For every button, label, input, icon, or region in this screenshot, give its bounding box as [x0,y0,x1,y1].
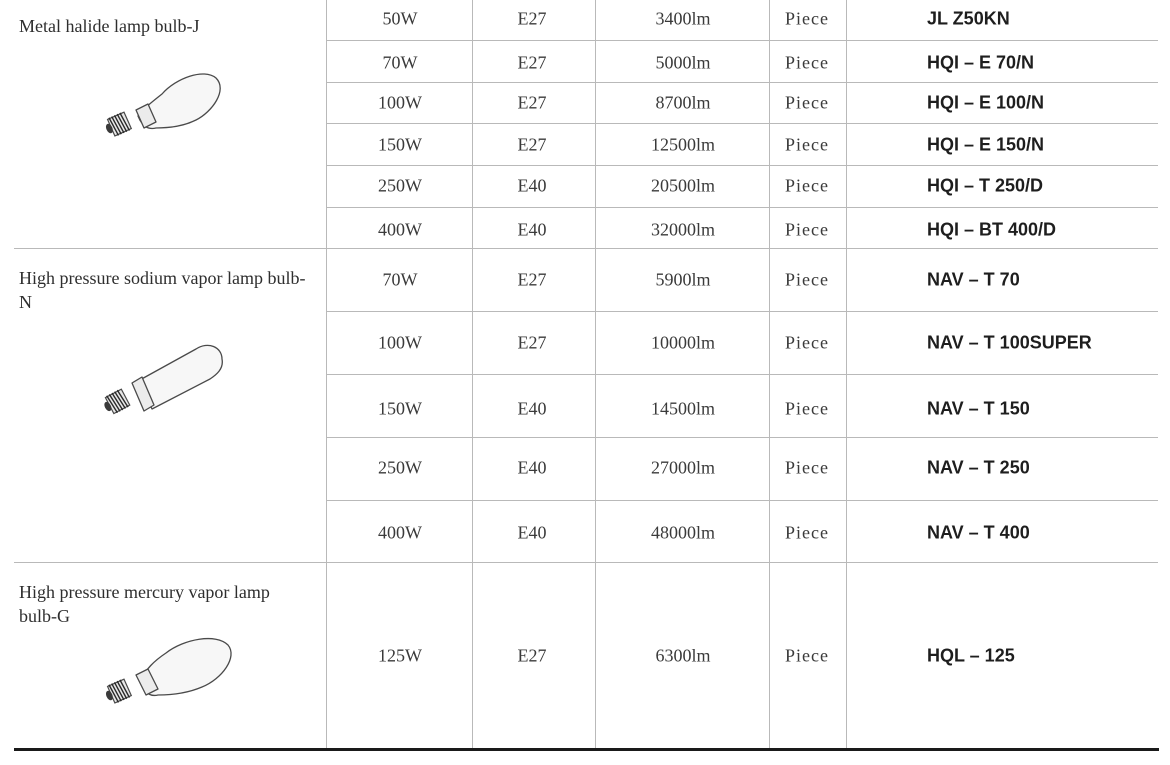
model-cell: JL Z50KN [927,8,1010,29]
lumens-cell: 32000lm [650,219,716,240]
power-cell: 70W [382,52,418,73]
row-divider [326,165,1158,166]
power-cell: 70W [382,269,418,290]
unit-cell: Piece [785,269,829,290]
metal-halide-lamp-icon [100,64,230,144]
mercury-vapor-lamp-icon [98,627,238,712]
group-divider [14,562,1158,563]
row-divider [326,123,1158,124]
model-cell: HQI – T 250/D [927,175,1044,196]
unit-cell: Piece [785,522,829,543]
model-cell: HQI – BT 400/D [927,219,1057,240]
lumens-cell: 12500lm [650,134,716,155]
unit-cell: Piece [785,175,829,196]
lumens-cell: 5000lm [655,52,711,73]
base-cell: E27 [517,332,547,353]
row-divider [326,311,1158,312]
row-divider [326,437,1158,438]
unit-cell: Piece [785,457,829,478]
lumens-cell: 8700lm [655,92,711,113]
base-cell: E27 [517,8,547,29]
base-cell: E40 [517,457,547,478]
power-cell: 150W [378,398,422,419]
group-title: Metal halide lamp bulb-J [19,16,200,36]
table-bottom-rule [14,748,1159,751]
sodium-vapor-lamp-icon [98,325,228,415]
row-divider [326,207,1158,208]
power-cell: 125W [378,645,422,666]
lumens-cell: 10000lm [650,332,716,353]
unit-cell: Piece [785,645,829,666]
unit-cell: Piece [785,398,829,419]
base-cell: E27 [517,92,547,113]
row-divider [326,82,1158,83]
row-divider [326,374,1158,375]
base-cell: E27 [517,645,547,666]
unit-cell: Piece [785,52,829,73]
group-title: High pressure mercury vapor lamp bulb-G [19,582,270,626]
power-cell: 250W [378,175,422,196]
lumens-cell: 5900lm [655,269,711,290]
model-cell: NAV – T 150 [927,398,1030,419]
lumens-cell: 14500lm [650,398,716,419]
power-cell: 400W [378,522,422,543]
model-cell: HQI – E 70/N [927,52,1035,73]
unit-cell: Piece [785,134,829,155]
power-cell: 400W [378,219,422,240]
model-cell: NAV – T 100SUPER [927,332,1092,353]
model-cell: HQI – E 100/N [927,92,1045,113]
lumens-cell: 6300lm [655,645,711,666]
power-cell: 150W [378,134,422,155]
base-cell: E27 [517,269,547,290]
lumens-cell: 3400lm [655,8,711,29]
model-cell: HQI – E 150/N [927,134,1045,155]
model-cell: HQL – 125 [927,645,1015,666]
model-cell: NAV – T 400 [927,522,1030,543]
base-cell: E40 [517,398,547,419]
lumens-cell: 48000lm [650,522,716,543]
base-cell: E27 [517,52,547,73]
base-cell: E40 [517,522,547,543]
unit-cell: Piece [785,92,829,113]
group-divider [14,248,1158,249]
unit-cell: Piece [785,8,829,29]
base-cell: E27 [517,134,547,155]
model-cell: NAV – T 70 [927,269,1020,290]
row-divider [326,500,1158,501]
group-title: High pressure sodium vapor lamp bulb-N [19,268,306,312]
base-cell: E40 [517,175,547,196]
lumens-cell: 20500lm [650,175,716,196]
model-cell: NAV – T 250 [927,457,1030,478]
base-cell: E40 [517,219,547,240]
row-divider [326,40,1158,41]
lumens-cell: 27000lm [650,457,716,478]
power-cell: 50W [382,8,418,29]
power-cell: 100W [378,332,422,353]
unit-cell: Piece [785,219,829,240]
unit-cell: Piece [785,332,829,353]
power-cell: 250W [378,457,422,478]
power-cell: 100W [378,92,422,113]
